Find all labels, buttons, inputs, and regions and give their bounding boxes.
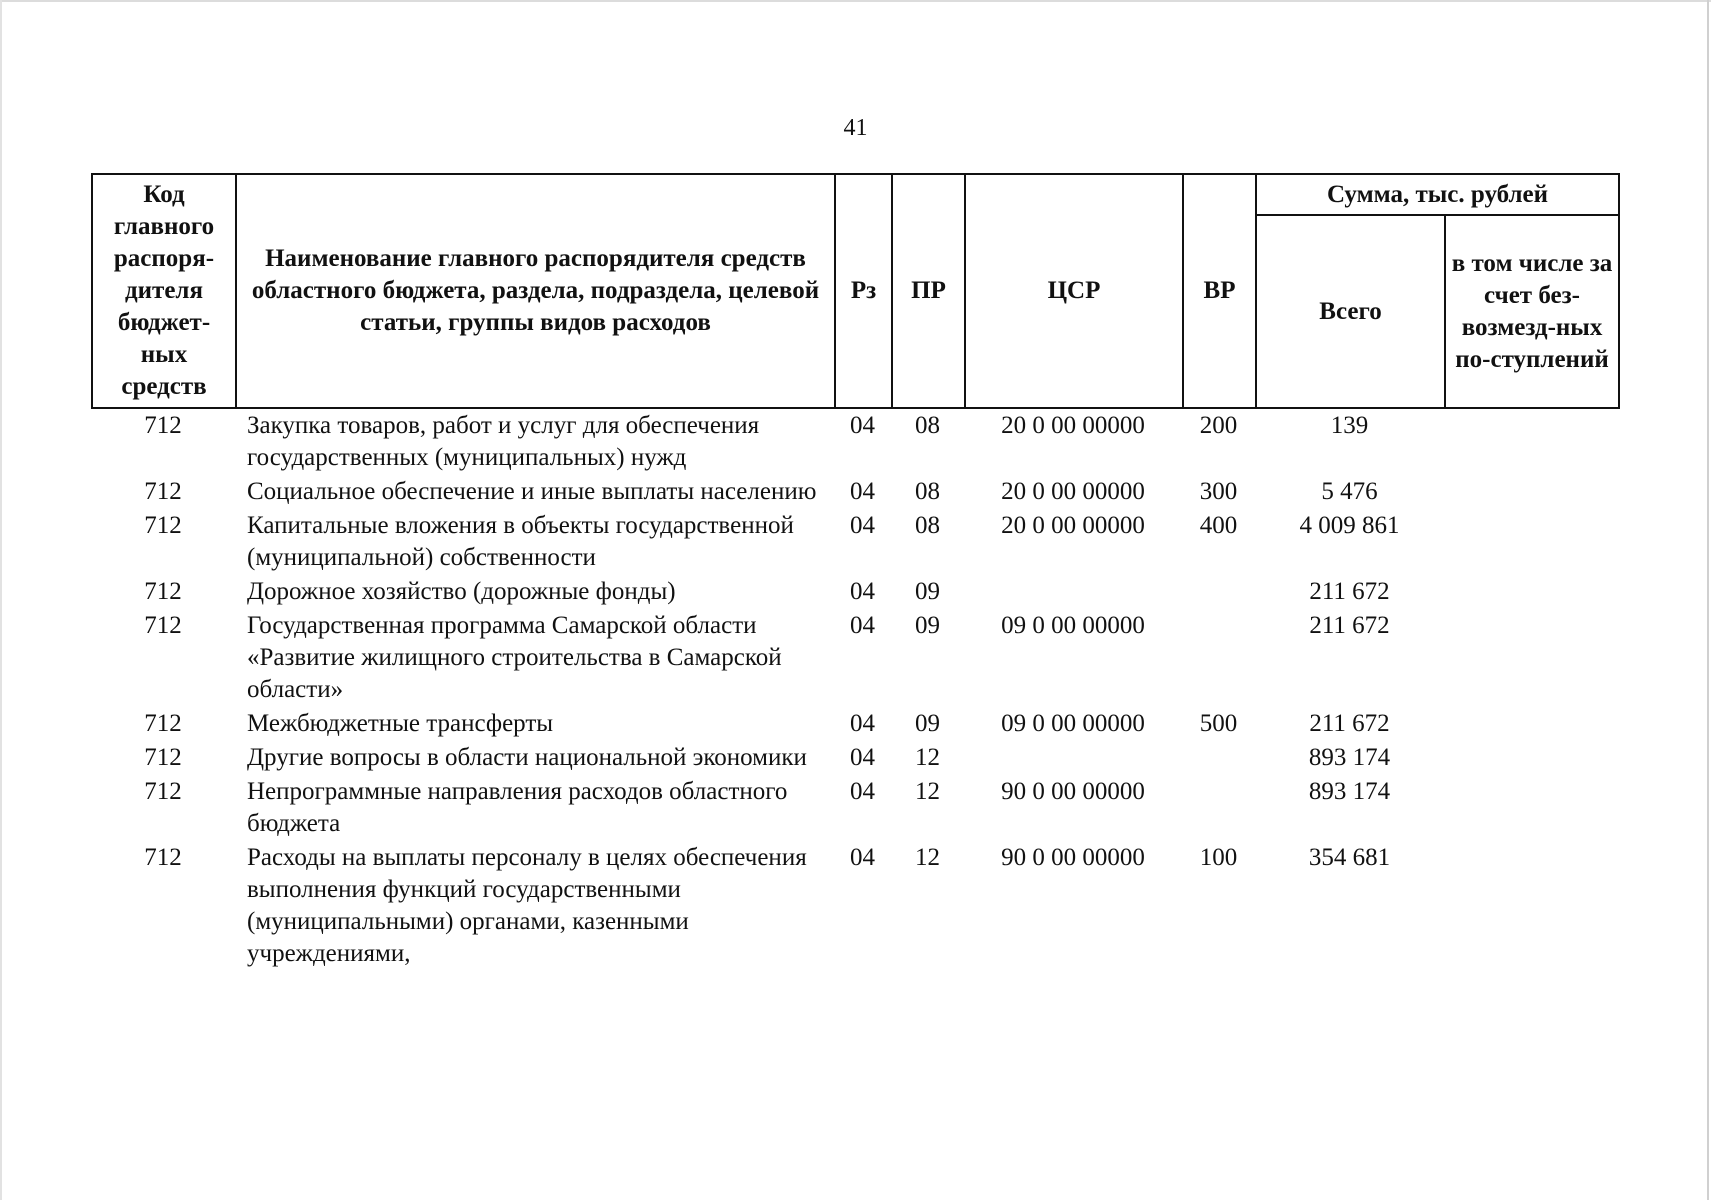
cell-pr: 12	[915, 844, 940, 871]
cell-total: 893 174	[1308, 744, 1391, 771]
cell-name: Дорожное хозяйство (дорожные фонды)	[247, 578, 676, 605]
table-row	[91, 576, 1618, 610]
cell-vr	[1182, 576, 1255, 610]
cell-rz: 04	[850, 744, 875, 771]
table-header	[91, 173, 1620, 409]
cell-code: 712	[144, 512, 182, 539]
cell-rz: 04	[850, 612, 875, 639]
cell-pr: 08	[915, 412, 940, 439]
cell-vr	[1182, 610, 1255, 708]
cell-vr: 200	[1199, 412, 1238, 439]
cell-pr: 09	[915, 578, 940, 605]
cell-rz: 04	[850, 778, 875, 805]
cell-free	[1444, 708, 1618, 742]
cell-free	[1444, 510, 1618, 576]
cell-code: 712	[144, 844, 182, 871]
cell-vr	[1182, 776, 1255, 842]
cell-vr: 500	[1199, 710, 1238, 737]
cell-free	[1444, 610, 1618, 708]
page-edge-right	[1707, 0, 1709, 1200]
cell-free	[1444, 842, 1618, 972]
cell-rz: 04	[850, 844, 875, 871]
cell-code: 712	[144, 578, 182, 605]
cell-code: 712	[144, 778, 182, 805]
cell-csr: 90 0 00 00000	[1001, 778, 1145, 805]
cell-free	[1444, 742, 1618, 776]
cell-name: Межбюджетные трансферты	[247, 710, 554, 737]
table-row	[91, 476, 1618, 510]
page-number: 41	[843, 115, 868, 141]
cell-csr: 90 0 00 00000	[1001, 844, 1145, 871]
cell-free	[1444, 410, 1618, 476]
cell-total: 211 672	[1309, 612, 1390, 639]
cell-pr: 08	[915, 512, 940, 539]
table-row	[91, 510, 1618, 576]
table-row	[91, 842, 1618, 972]
cell-name: Государственная программа Самарской области «Развитие жилищного строительства в Самарской области»	[247, 612, 782, 703]
cell-vr: 100	[1199, 844, 1238, 871]
cell-csr	[964, 576, 1182, 610]
table-row	[91, 742, 1618, 776]
header-csr: ЦСР	[965, 174, 1183, 408]
page-edge-left	[0, 0, 2, 1200]
cell-rz: 04	[850, 512, 875, 539]
cell-free	[1444, 476, 1618, 510]
cell-rz: 04	[850, 578, 875, 605]
cell-rz: 04	[850, 478, 875, 505]
table-body	[91, 410, 1618, 972]
cell-name: Социальное обеспечение и иные выплаты населению	[247, 478, 817, 505]
cell-total: 211 672	[1309, 710, 1390, 737]
table-row	[91, 776, 1618, 842]
cell-total: 211 672	[1309, 578, 1390, 605]
cell-vr: 300	[1199, 478, 1238, 505]
cell-csr: 09 0 00 00000	[1001, 710, 1145, 737]
cell-code: 712	[144, 612, 182, 639]
cell-pr: 12	[915, 744, 940, 771]
header-code: Код главного распоря-дителя бюджет-ных средств	[92, 174, 236, 408]
table-row	[91, 410, 1618, 476]
page-edge-top	[0, 0, 1711, 2]
cell-code: 712	[144, 478, 182, 505]
cell-total: 139	[1330, 412, 1369, 439]
header-rz: Рз	[835, 174, 892, 408]
cell-total: 4 009 861	[1299, 512, 1400, 539]
cell-name: Капитальные вложения в объекты государственной (муниципальной) собственности	[247, 512, 794, 571]
cell-total: 893 174	[1308, 778, 1391, 805]
cell-vr	[1182, 742, 1255, 776]
cell-code: 712	[144, 710, 182, 737]
cell-code: 712	[144, 744, 182, 771]
header-pr: ПР	[892, 174, 965, 408]
header-total: Всего	[1256, 215, 1445, 408]
cell-rz: 04	[850, 412, 875, 439]
table-row	[91, 708, 1618, 742]
cell-name: Расходы на выплаты персоналу в целях обеспечения выполнения функций государственными (муниципальными) органами, казенными учреждениями,	[247, 844, 807, 967]
cell-pr: 12	[915, 778, 940, 805]
cell-pr: 09	[915, 612, 940, 639]
header-vr: ВР	[1183, 174, 1256, 408]
cell-pr: 09	[915, 710, 940, 737]
cell-free	[1444, 776, 1618, 842]
cell-total: 354 681	[1308, 844, 1391, 871]
cell-vr: 400	[1199, 512, 1238, 539]
cell-pr: 08	[915, 478, 940, 505]
cell-rz: 04	[850, 710, 875, 737]
cell-name: Другие вопросы в области национальной экономики	[247, 744, 807, 771]
table-row	[91, 610, 1618, 708]
header-free: в том числе за счет без-возмезд-ных по-ступлений	[1445, 215, 1619, 408]
header-sum: Сумма, тыс. рублей	[1256, 174, 1619, 215]
header-name: Наименование главного распорядителя средств областного бюджета, раздела, подраздела, целевой статьи, группы видов расходов	[236, 174, 835, 408]
cell-csr: 20 0 00 00000	[1001, 512, 1145, 539]
cell-csr: 20 0 00 00000	[1001, 478, 1145, 505]
cell-free	[1444, 576, 1618, 610]
cell-csr: 09 0 00 00000	[1001, 612, 1145, 639]
cell-name: Непрограммные направления расходов областного бюджета	[247, 778, 788, 837]
cell-csr	[964, 742, 1182, 776]
cell-total: 5 476	[1321, 478, 1378, 505]
cell-name: Закупка товаров, работ и услуг для обеспечения государственных (муниципальных) нужд	[247, 412, 760, 471]
cell-csr: 20 0 00 00000	[1001, 412, 1145, 439]
cell-code: 712	[144, 412, 182, 439]
